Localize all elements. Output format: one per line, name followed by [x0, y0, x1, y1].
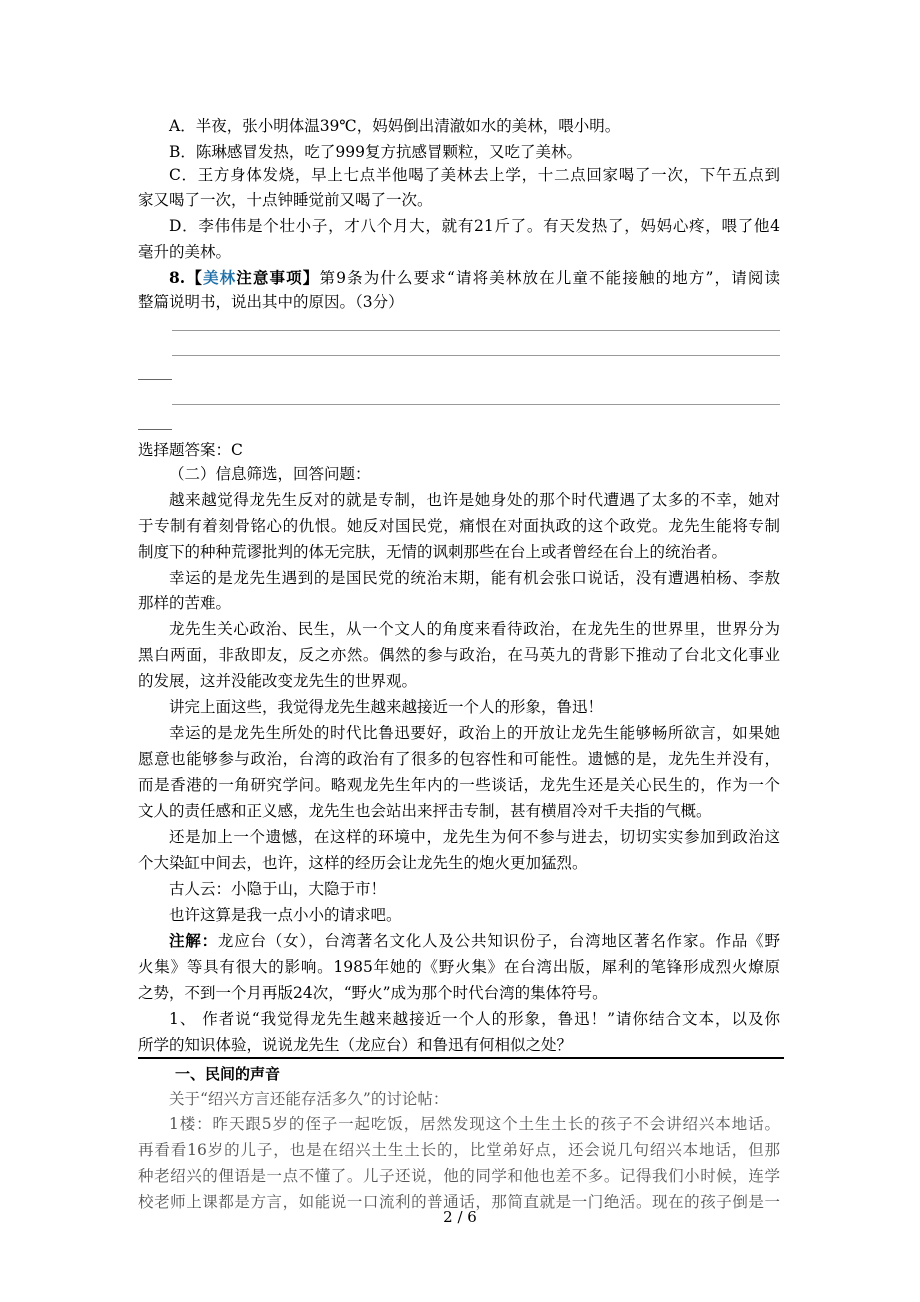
question-1-line1: 1、 作者说“我觉得龙先生越来越接近一个人的形象，鲁迅！”请你结合文本，以及你 [169, 1010, 780, 1028]
section-divider [138, 1057, 784, 1059]
passage-p3-line3: 的发展，这并没能改变龙先生的世界观。 [138, 672, 418, 690]
passage-p6-line2: 个大染缸中间去，也许，这样的经历会让龙先生的炮火更加猛烈。 [138, 854, 588, 872]
q8-topic: 注意事项 [236, 268, 303, 287]
passage-p5-line3: 而是香港的一角研究学问。略观龙先生年内的一些谈话，龙先生还是关心民生的，作为一个 [138, 776, 780, 794]
passage-p3-line2: 黑白两面，非敌即友，反之亦然。偶然的参与政治，在马英九的背影下推动了台北文化事业 [138, 646, 780, 664]
next-section-line2: 再看看16岁的儿子，也是在绍兴土生土长的，比堂弟好点，还会说几句绍兴本地话，但那 [138, 1141, 780, 1159]
answer-line-3 [172, 404, 780, 405]
next-section-line3: 种老绍兴的俚语是一点不懂了。儿子还说，他的同学和他也差不多。记得我们小时候，连学 [138, 1167, 780, 1185]
passage-p3-line1: 龙先生关心政治、民生，从一个文人的角度来看待政治，在龙先生的世界里，世界分为 [169, 620, 780, 638]
option-d-line2: 毫升的美林。 [138, 243, 232, 261]
question-1-line2: 所学的知识体验，说说龙先生（龙应台）和鲁迅有何相似之处？ [138, 1036, 573, 1054]
note-line3: 之势，不到一个月再版24次，“野火”成为那个时代台湾的集体符号。 [138, 984, 608, 1002]
note-label: 注解： [169, 931, 218, 950]
page-number: 2 / 6 [443, 1208, 477, 1226]
answer-line-stub-2 [138, 429, 172, 430]
option-a: A．半夜，张小明体温39℃，妈妈倒出清澈如水的美林，喂小明。 [169, 117, 621, 135]
passage-p1-line3: 制度下的种种荒谬批判的体无完肤，无情的讽刺那些在台上或者曾经在台上的统治者。 [138, 543, 728, 561]
answer-line-2 [172, 355, 780, 356]
option-c-line1: C．王方身体发烧，早上七点半他喝了美林去上学，十二点回家喝了一次，下午五点到 [169, 166, 780, 184]
note-line1 [138, 928, 780, 954]
option-b: B．陈琳感冒发热，吃了999复方抗感冒颗粒，又吃了美林。 [169, 143, 582, 161]
passage-p1-line2: 于专制有着刻骨铭心的仇恨。她反对国民党，痛恨在对面执政的这个政党。龙先生能将专制 [138, 517, 780, 535]
next-section-line1: 1楼：昨天跟5岁的侄子一起吃饭，居然发现这个土生土长的孩子不会讲绍兴本地话。 [169, 1115, 780, 1133]
q8-bracket-close: 】 [302, 268, 320, 287]
question-8-line2: 整篇说明书，说出其中的原因。（3分） [138, 293, 404, 311]
passage-p7: 古人云：小隐于山，大隐于市！ [169, 880, 387, 898]
answer-line-1 [172, 330, 780, 331]
option-d-line1: D．李伟伟是个壮小子，才八个月大，就有21斤了。有天发热了，妈妈心疼，喂了他4 [169, 217, 780, 235]
answer-line-stub-1 [138, 379, 172, 380]
passage-p6-line1: 还是加上一个遗憾，在这样的环境中，龙先生为何不参与进去，切切实实参加到政治这 [169, 828, 780, 846]
next-section-line4: 校老师上课都是方言，如能说一口流利的普通话，那简直就是一门绝活。现在的孩子倒是一 [138, 1193, 780, 1211]
q8-text: 第9条为什么要求“请将美林放在儿童不能接触的地方”，请阅读 [319, 269, 780, 287]
q8-brand: 美林 [202, 268, 237, 287]
passage-p5-line1: 幸运的是龙先生所处的时代比鲁迅要好，政治上的开放让龙先生能够畅所欲言，如果她 [169, 724, 780, 742]
note-line2: 火集》等具有很大的影响。1985年她的《野火集》在台湾出版，犀利的笔锋形成烈火燎原 [138, 958, 780, 976]
multiple-choice-answer: 选择题答案：C [138, 441, 243, 459]
passage-p5-line4: 文人的责任感和正义感，龙先生也会站出来抨击专制，甚有横眉冷对千夫指的气概。 [138, 802, 712, 820]
passage-p1-line1: 越来越觉得龙先生反对的就是专制，也许是她身处的那个时代遭遇了太多的不幸，她对 [169, 491, 780, 509]
question-8-line1 [138, 265, 780, 291]
passage-p5-line2: 愿意也能够参与政治，台湾的政治有了很多的包容性和可能性。遗憾的是，龙先生并没有， [138, 750, 780, 768]
note-text: 龙应台（女），台湾著名文化人及公共知识份子，台湾地区著名作家。作品《野 [217, 932, 780, 950]
next-section-title: 一、民间的声音 [175, 1065, 281, 1083]
section-2-heading: （二）信息筛选，回答问题： [169, 465, 371, 483]
passage-p2-line2: 那样的苦难。 [138, 594, 232, 612]
option-c-line2: 家又喝了一次，十点钟睡觉前又喝了一次。 [138, 191, 433, 209]
passage-p8: 也许这算是我一点小小的请求吧。 [169, 906, 402, 924]
q8-bracket-open: 8.【 [169, 268, 203, 287]
passage-p4: 讲完上面这些，我觉得龙先生越来越接近一个人的形象，鲁迅！ [169, 698, 604, 716]
next-section-intro: 关于“绍兴方言还能存活多久”的讨论帖： [169, 1090, 449, 1108]
passage-p2-line1: 幸运的是龙先生遇到的是国民党的统治末期，能有机会张口说话，没有遭遇柏杨、李敖 [169, 569, 780, 587]
